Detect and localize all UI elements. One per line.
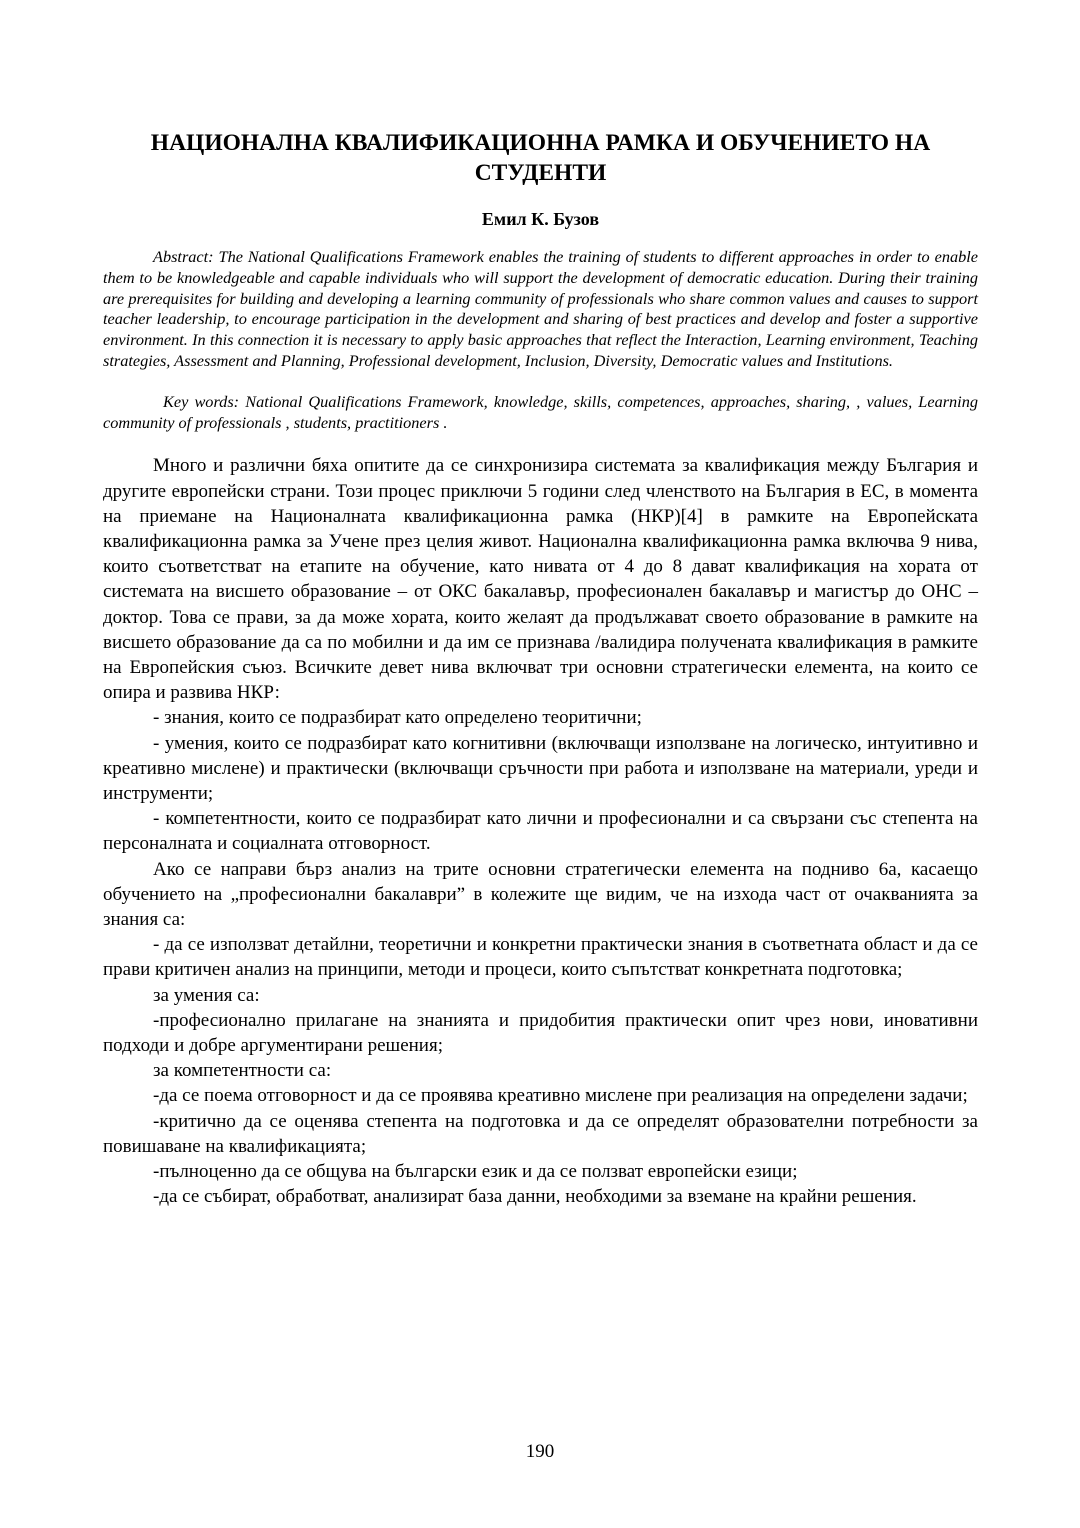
body-paragraph: -професионално прилагане на знанията и придобития практически опит чрез нови, иновативни подходи и добре аргументирани решения;	[103, 1009, 978, 1057]
body-paragraph: -пълноценно да се общува на български език и да се ползват европейски езици;	[153, 1161, 798, 1183]
body-paragraph: - знания, които се подразбират като определено теоритични;	[153, 707, 642, 729]
body-paragraph: - да се използват детайлни, теоретични и конкретни практически знания в съответната област и да се прави критичен анализ на принципи, методи и процеси, които съпътстват конкретната подготовка;	[103, 934, 978, 981]
author-name: Емил К. Бузов	[481, 209, 600, 229]
paper-title: НАЦИОНАЛНА КВАЛИФИКАЦИОННА РАМКА И ОБУЧЕНИЕТО НА СТУДЕНТИ	[150, 130, 931, 186]
body-paragraph: за компетентности са:	[153, 1060, 332, 1082]
body-paragraph: Много и различни бяха опитите да се синхронизира системата за квалификация между България и другите европейски страни. Този процес приключи 5 години след членството на България в ЕС, в момента на приемане на Националната квалификационна рамка (НКР)[4] в рамките на Европейската квалификационна рамка за Учене през целия живот. Национална квалификационна рамка включва 9 нива, които съответстват на етапите на обучение, като нивата от 4 до 8 дават квалификация на хората от системата на висшето образование – от ОКС бакалавър, професионален бакалавър и магистър до ОНС – доктор. Това се прави, за да може хората, които желаят да продължават своето образование в рамките на висшето образование да са по мобилни и да им се признава /валидира получената квалификация в рамките на Европейския съюз. Всичките девет нива включват три основни стратегически елемента, на които се опира и развива НКР:	[103, 455, 978, 704]
body-text	[103, 453, 978, 1209]
keywords-text: Key words: National Qualifications Framework, knowledge, skills, competences, approaches, sharing, , values, Learning community of professionals , students, practitioners .	[103, 391, 978, 432]
page-number: 190	[525, 1441, 555, 1462]
body-paragraph: Ако се направи бърз анализ на трите основни стратегически елемента на подниво 6а, касаещо обучението на „професионални бакалаври” в колежите ще видим, че на изхода част от очакванията за знания са:	[103, 858, 978, 931]
body-paragraph: - компетентности, които се подразбират като лични и професионални и са свързани със степента на персоналната и социалната отговорност.	[103, 808, 978, 855]
body-paragraph: - умения, които се подразбират като когнитивни (включващи използване на логическо, интуитивно и креативно мислене) и практически (включващи сръчности при работа и използване на материали, уреди и инструменти;	[103, 732, 978, 805]
abstract-text: Abstract: The National Qualifications Framework enables the training of students to different approaches in order to enable them to be knowledgeable and capable individuals who will support the development of democratic education. During their training are prerequisites for building and developing a learning community of professionals who share common values and causes to support teacher leadership, to encourage participation in the development and sharing of best practices and develop and foster a supportive environment. In this connection it is necessary to apply basic approaches that reflect the Interaction, Learning environment, Teaching strategies, Assessment and Planning, Professional development, Inclusion, Diversity, Democratic values and Institutions.	[103, 247, 978, 370]
body-paragraph: -да се поема отговорност и да се проявява креативно мислене при реализация на определени задачи;	[153, 1085, 968, 1107]
document-page	[103, 0, 978, 1209]
body-paragraph: за умения са:	[153, 984, 260, 1006]
body-paragraph: -критично да се оценява степента на подготовка и да се определят образователни потребности за повишаване на квалификацията;	[103, 1110, 978, 1157]
body-paragraph: -да се събират, обработват, анализират база данни, необходими за вземане на крайни решения.	[153, 1186, 917, 1208]
